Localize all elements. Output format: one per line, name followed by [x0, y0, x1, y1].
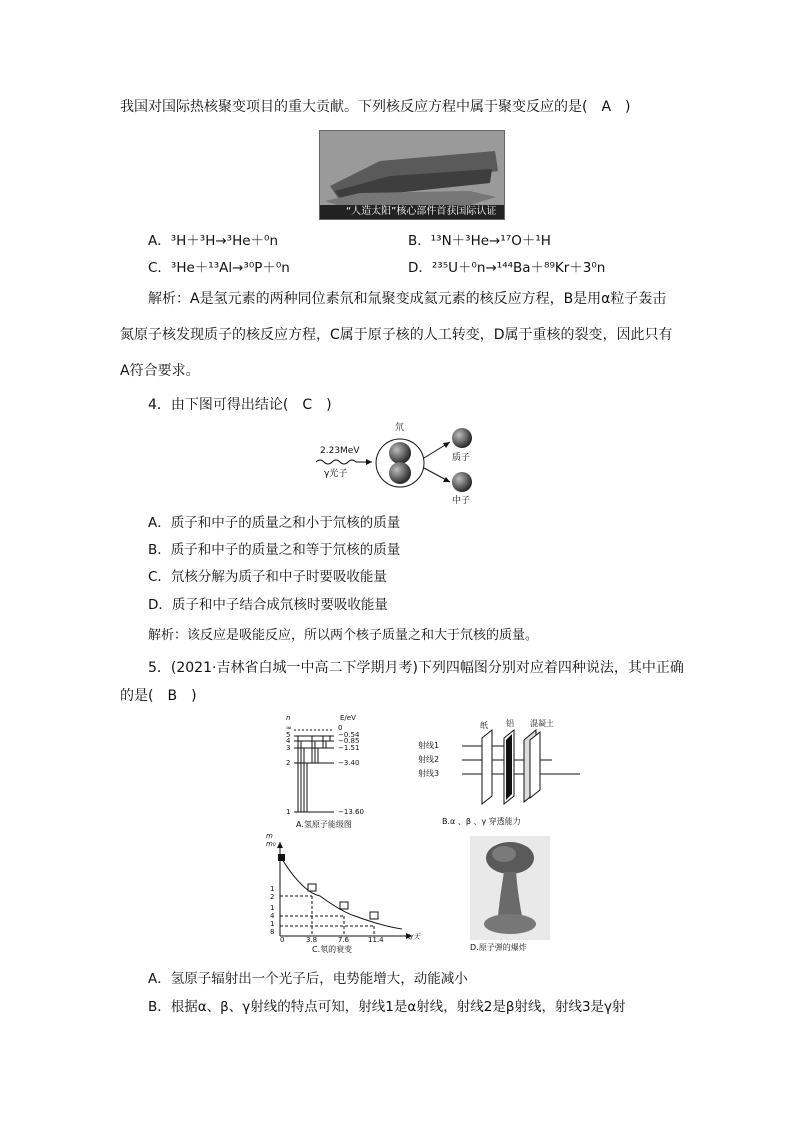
fig-c-radon-decay	[262, 832, 432, 960]
level-n-3: 3	[286, 744, 291, 752]
level-e-inf: 0	[338, 724, 343, 732]
q3-option-d: D．²³⁵U＋⁰n→¹⁴⁴Ba＋⁸⁹Kr＋3⁰n	[408, 260, 606, 276]
q4-option-d: D．质子和中子结合成氘核时要吸收能量	[148, 597, 388, 613]
xtick-7-6: 7.6	[338, 936, 350, 944]
ray2-label: 射线2	[418, 755, 440, 764]
fig-a-caption: A.氢原子能级图	[296, 820, 352, 829]
ytick-half-num: 1	[270, 885, 275, 893]
fig-c-ylabel-top: m	[266, 832, 273, 840]
ytick-quarter-den: 4	[270, 912, 275, 920]
q3-option-b: B．¹³N＋³He→¹⁷O＋¹H	[408, 233, 551, 249]
level-e-1: −13.60	[338, 808, 364, 816]
fig-d-mushroom-cloud	[470, 836, 550, 952]
proton-label: 质子	[452, 453, 471, 463]
q3-option-c: C．³He＋¹³Al→³⁰P＋⁰n	[148, 260, 290, 276]
q3-analysis-line1: 解析：A是氢元素的两种同位素氘和氚聚变成氦元素的核反应方程，B是用α粒子轰击	[148, 291, 667, 307]
ytick-half-den: 2	[270, 893, 275, 901]
fig-a-e-label: E/eV	[340, 714, 356, 722]
fig-b-penetration	[418, 719, 590, 830]
ytick-eighth-den: 8	[270, 928, 275, 936]
q5-stem-line2: 的是( B )	[120, 688, 197, 704]
q4-option-c: C．氘核分解为质子和中子时要吸收能量	[148, 569, 387, 585]
fig-c-xlabel: t/天	[408, 933, 421, 941]
level-e-3: −1.51	[338, 744, 360, 752]
q5-stem-line1: 5．(2021·吉林省白城一中高二下学期月考)下列四幅图分别对应着四种说法，其中正确	[148, 660, 684, 676]
level-n-4: 4	[286, 737, 291, 745]
q5-option-a: A．氢原子辐射出一个光子后，电势能增大，动能减小	[148, 971, 468, 987]
q4-option-a: A．质子和中子的质量之和小于氘核的质量	[148, 515, 401, 531]
ytick-eighth-num: 1	[270, 920, 275, 928]
q3-option-a: A．³H＋³H→³He＋⁰n	[148, 233, 279, 249]
q3-stem: 我国对国际热核聚变项目的重大贡献。下列核反应方程中属于聚变反应的是( A )	[120, 99, 631, 115]
ray3-label: 射线3	[418, 769, 440, 778]
paper-label: 纸	[480, 721, 488, 730]
level-n-5: 5	[286, 731, 291, 739]
fig-d-caption: D.原子弹的爆炸	[470, 943, 527, 952]
q3-analysis-line3: A符合要求。	[120, 363, 200, 379]
concrete-label: 混凝土	[530, 719, 554, 728]
q4-analysis: 解析：该反应是吸能反应，所以两个核子质量之和大于氘核的质量。	[148, 628, 539, 643]
deuteron-label: 氘	[395, 423, 405, 433]
level-n-inf: ∞	[286, 724, 292, 732]
q4-stem: 4．由下图可得出结论( C )	[148, 397, 332, 413]
level-e-4: −0.85	[338, 737, 360, 745]
q4-deuteron-figure	[312, 420, 492, 506]
q3-photo	[319, 130, 505, 220]
q4-option-b: B．质子和中子的质量之和等于氘核的质量	[148, 542, 401, 558]
level-n-1: 1	[286, 808, 291, 816]
q3-analysis-line2: 氮原子核发现质子的核反应方程，C属于原子核的人工转变，D属于重核的裂变，因此只有	[120, 327, 673, 343]
q5-option-b: B．根据α、β、γ射线的特点可知，射线1是α射线，射线2是β射线，射线3是γ射	[148, 999, 626, 1015]
photon-label: γ光子	[324, 469, 348, 479]
photo-caption: “人造太阳”核心部件首获国际认证	[346, 206, 497, 217]
level-e-2: −3.40	[338, 759, 360, 767]
fig-a-energy-levels	[282, 714, 392, 832]
level-e-5: −0.54	[338, 731, 360, 739]
lead-label: 铝	[506, 719, 514, 728]
fig-b-caption: B.α 、β 、γ 穿透能力	[442, 817, 521, 826]
fig-c-caption: C.氡的衰变	[312, 945, 353, 954]
neutron-label: 中子	[452, 496, 471, 506]
xtick-3-8: 3.8	[306, 936, 318, 944]
ray1-label: 射线1	[418, 741, 440, 750]
energy-label: 2.23MeV	[320, 446, 360, 456]
level-n-2: 2	[286, 759, 291, 767]
xtick-0: 0	[280, 936, 285, 944]
fig-a-n-label: n	[286, 714, 291, 722]
fig-c-ylabel-bottom: m₀	[266, 840, 276, 848]
xtick-11-4: 11.4	[368, 936, 384, 944]
ytick-quarter-num: 1	[270, 904, 275, 912]
